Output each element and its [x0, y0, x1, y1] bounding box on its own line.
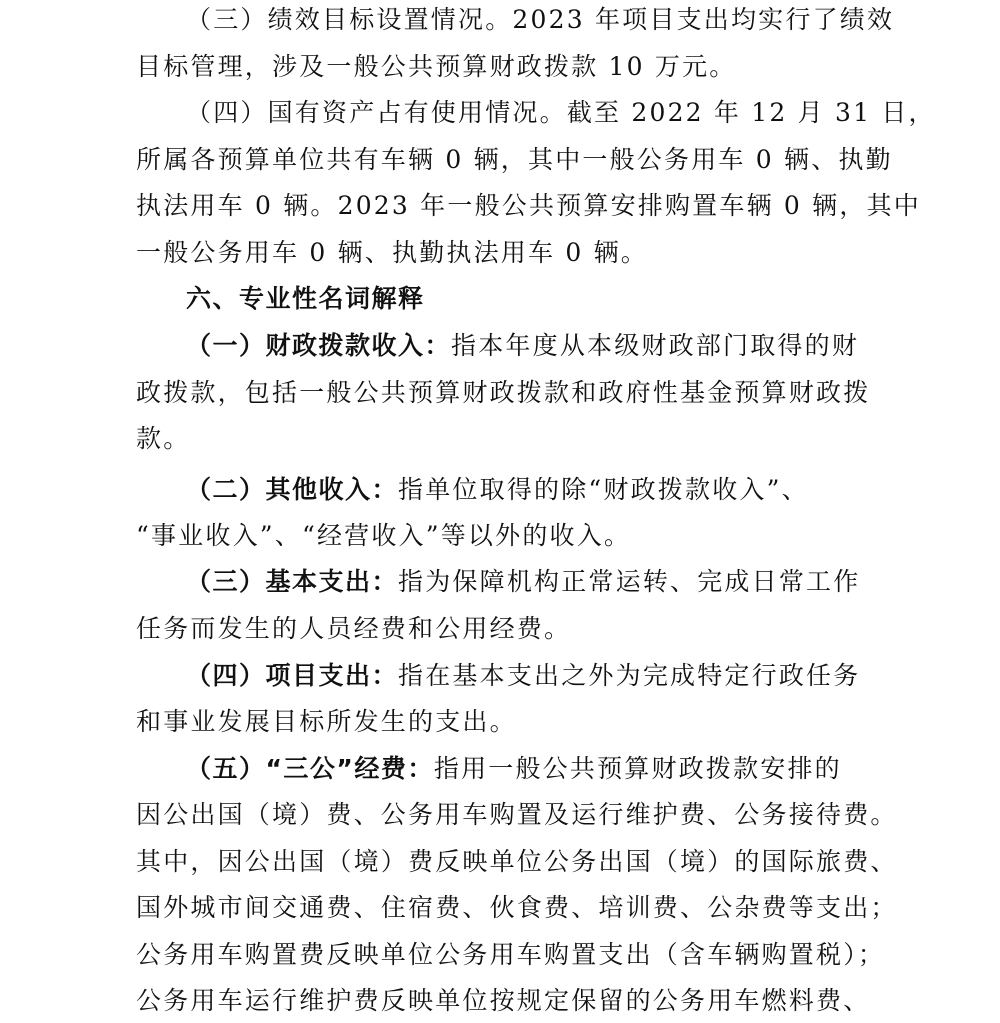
- def3-text: 指为保障机构正常运转、完成日常工作: [398, 567, 861, 596]
- def4-label: （四）项目支出：: [186, 661, 399, 690]
- def5-line-2: 因公出国（境）费、公务用车购置及运行维护费、公务接待费。: [136, 800, 898, 829]
- assets-line-2: 所属各预算单位共有车辆 0 辆，其中一般公务用车 0 辆、执勤: [136, 145, 893, 174]
- def1-line-2: 政拨款，包括一般公共预算财政拨款和政府性基金预算财政拨: [136, 378, 871, 407]
- def5-line-4: 国外城市间交通费、住宿费、伙食费、培训费、公杂费等支出；: [136, 893, 898, 922]
- assets-text: 截至 2022 年 12 月 31 日，: [566, 98, 936, 127]
- def1-line-1: [186, 331, 859, 361]
- def1-text: 指本年度从本级财政部门取得的财: [451, 331, 860, 360]
- def2-label: （二）其他收入：: [186, 475, 399, 504]
- def2-line-2: “事业收入”、“经营收入”等以外的收入。: [136, 521, 632, 550]
- assets-line-1: [186, 98, 936, 128]
- def5-label: （五）“三公”经费：: [186, 754, 434, 783]
- perf-text: 2023 年项目支出均实行了绩效: [512, 5, 895, 34]
- assets-label: （四）国有资产占有使用情况。: [186, 98, 567, 127]
- assets-line-4: 一般公务用车 0 辆、执勤执法用车 0 辆。: [136, 238, 648, 267]
- def4-line-1: [186, 661, 860, 691]
- def2-line-1: [186, 475, 809, 505]
- def3-line-2: 任务而发生的人员经费和公用经费。: [136, 614, 572, 643]
- def4-line-2: 和事业发展目标所发生的支出。: [136, 707, 517, 736]
- def1-line-3: 款。: [136, 424, 191, 453]
- assets-line-3: 执法用车 0 辆。2023 年一般公共预算安排购置车辆 0 辆，其中: [136, 191, 921, 220]
- def5-line-5: 公务用车购置费反映单位公务用车购置支出（含车辆购置税）；: [136, 940, 886, 969]
- def4-text: 指在基本支出之外为完成特定行政任务: [398, 661, 861, 690]
- perf-line-1: [186, 5, 894, 35]
- def3-label: （三）基本支出：: [186, 567, 399, 596]
- perf-label: （三）绩效目标设置情况。: [186, 5, 513, 34]
- def2-text: 指单位取得的除“财政拨款收入”、: [398, 475, 809, 504]
- section-title: 六、专业性名词解释: [186, 284, 425, 313]
- def3-line-1: [186, 567, 860, 597]
- perf-line-2: 目标管理，涉及一般公共预算财政拨款 10 万元。: [136, 52, 737, 81]
- def5-line-1: [186, 754, 842, 784]
- def5-line-6: 公务用车运行维护费反映单位按规定保留的公务用车燃料费、: [136, 986, 871, 1015]
- def5-line-3: 其中，因公出国（境）费反映单位公务出国（境）的国际旅费、: [136, 847, 898, 876]
- def1-label: （一）财政拨款收入：: [186, 331, 452, 360]
- def5-text: 指用一般公共预算财政拨款安排的: [433, 754, 842, 783]
